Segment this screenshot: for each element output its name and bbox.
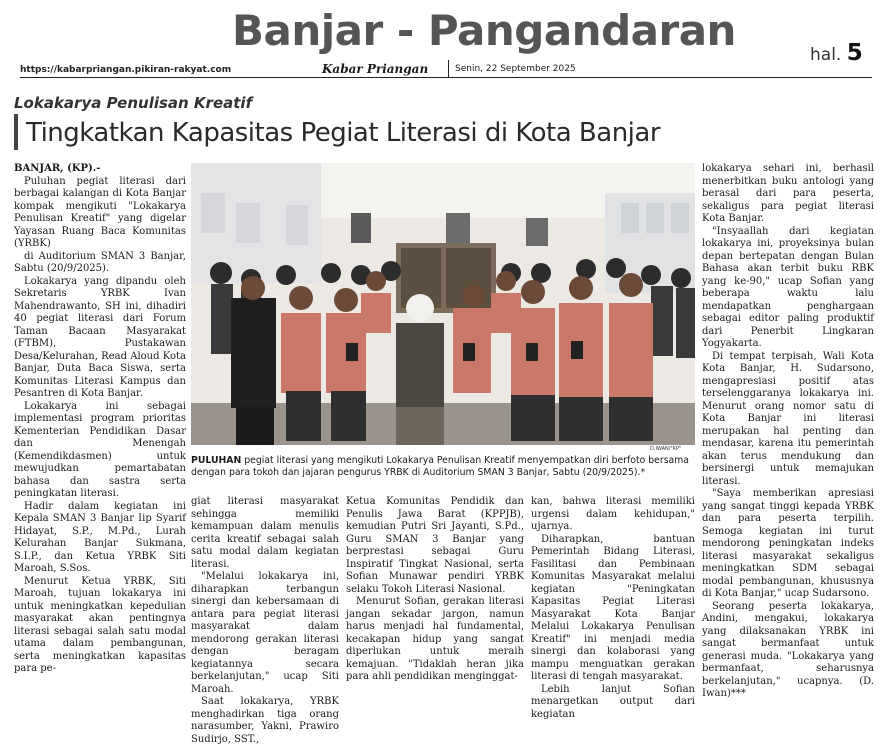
paragraph: di Auditorium SMAN 3 Banjar, Sabtu (20/9/2025). — [14, 250, 186, 274]
headline-bar — [14, 114, 18, 150]
paragraph: "Saya memberikan apresiasi yang sangat tinggi kepada YRBK dan para peserta terpilih. Semoga kegiatan ini turut mendorong peningkatan indeks literasi masyarakat sekaligus meningkatkan SDM sebagai modal pembangunan, khususnya di Kota Banjar," ucap Sudarsono. — [702, 488, 874, 599]
group-photo-image — [191, 163, 695, 445]
article-column-2 — [191, 496, 339, 745]
paragraph: Menurut Sofian, gerakan literasi jangan sekadar jargon, namun harus menjadi hal fundamental, kecakapan hidup yang sangat diperlukan untuk meraih kemajuan. "Tidaklah heran jika para ahli pendidikan menginggat- — [346, 596, 524, 682]
paragraph: Lebih lanjut Sofian menargetkan output dari kegiatan — [531, 683, 695, 720]
page-number-value: 5 — [846, 40, 863, 66]
article-column-1 — [14, 163, 186, 703]
website-url[interactable]: https://kabarpriangan.pikiran-rakyat.com — [20, 65, 232, 75]
caption-lead: PULUHAN — [191, 455, 242, 466]
paragraph: Saat lokakarya, YRBK menghadirkan tiga orang narasumber, Yakni, Prawiro Sudirjo, SST., — [191, 696, 339, 745]
paragraph: Lokakarya yang dipandu oleh Sekretaris YRBK Ivan Mahendrawanto, SH ini, dihadiri 40 pegiat literasi dari Forum Taman Bacaan Masyarakat (FTBM), Pustakawan Desa/Kelurahan, Read Aloud Kota Banjar, Duta Baca Siswa, serta Komunitas Literasi Kampus dan Pesantren di Kota Banjar. — [14, 275, 186, 399]
masthead-divider — [448, 60, 449, 77]
paragraph: lokakarya sehari ini, berhasil menerbitkan buku antologi yang berasal dari para peserta, sekaligus para pegiat literasi Kota Banjar. — [702, 163, 874, 224]
paragraph: "Insyaallah dari kegiatan lokakarya ini, proyeksinya bulan depan bertepatan dengan Bulan Bahasa akan terbit buku RBK yang ke-90," ucap Sofian yang beberapa waktu lalu mendapatkan penghargaan sebagai editor paling produktif dari Penerbit Lingkaran Yogyakarta. — [702, 225, 874, 349]
photo-caption — [191, 455, 695, 479]
paragraph: "Melalui lokakarya ini, diharapkan terbangun sinergi dan kebersamaan di antara para pegiat literasi masyarakat dalam mendorong gerakan literasi dengan beragam kegiatannya secara berkelanjutan," ucap Siti Maroah. — [191, 571, 339, 695]
paragraph: Hadir dalam kegiatan ini Kepala SMAN 3 Banjar Iip Syarif Hidayat, S.P., M.Pd., Lurah Kelurahan Banjar Sukmana, S.I.P., dan Ketua YRBK Siti Maroah, S.Sos. — [14, 500, 186, 574]
article-photo — [191, 163, 695, 445]
paragraph: Puluhan pegiat literasi dari berbagai kalangan di Kota Banjar kompak mengikuti "Lokakarya Penulisan Kreatif" yang digelar Yayasan Ruang Baca Komunitas (YRBK) — [14, 175, 186, 249]
masthead-title: Banjar - Pangandaran — [232, 6, 736, 55]
issue-date: Senin, 22 September 2025 — [455, 64, 576, 74]
article-column-3 — [346, 496, 524, 703]
dateline: BANJAR, (KP).- — [14, 163, 101, 174]
article-column-4 — [531, 496, 695, 720]
article-column-5 — [702, 163, 874, 703]
paragraph: Lokakarya ini sebagai implementasi program prioritas Kementerian Pendidikan Dasar dan Menengah (Kemendikdasmen) untuk mewujudkan pemartabatan bahasa dan sastra serta peningkatan literasi. — [14, 400, 186, 499]
paragraph: giat literasi masyarakat sehingga memiliki kemampuan dalam menulis cerita kreatif sebagai salah satu modal dalam kegiatan literasi. — [191, 496, 339, 570]
paragraph: Ketua Komunitas Pendidik dan Penulis Jawa Barat (KPPJB), kemudian Putri Sri Jayanti, S.Pd., Guru SMAN 3 Banjar yang berprestasi sebagai Guru Inspiratif Tingkat Nasional, serta Sofian Munawar pendiri YRBK selaku Tokoh Literasi Nasional. — [346, 496, 524, 595]
page-number — [810, 40, 863, 66]
page-label: hal. — [810, 45, 842, 65]
paragraph: Seorang peserta lokakarya, Andini, mengakui, lokakarya yang dilaksanakan YRBK ini sangat bermanfaat untuk generasi muda. "Lokakarya yang bermanfaat, seharusnya berkelanjutan," ucapnya. (D. Iwan)*** — [702, 600, 874, 699]
caption-text: pegiat literasi yang mengikuti Lokakarya Penulisan Kreatif menyempatkan diri berfoto bersama dengan para tokoh dan jajaran pengurus YRBK di Auditorium SMAN 3 Banjar, Sabtu (20/9/2025).* — [191, 455, 689, 478]
paragraph: Menurut Ketua YRBK, Siti Maroah, tujuan lokakarya ini untuk meningkatkan kepedulian masyarakat akan pentingnya literasi sebagai salah satu modal utama dalam pembangunan, serta meningkatkan kapasitas para pe- — [14, 575, 186, 674]
paragraph: kan, bahwa literasi memiliki urgensi dalam kehidupan," ujarnya. — [531, 496, 695, 532]
photo-credit: D.IWAN/"KP" — [650, 446, 682, 452]
article-headline: Tingkatkan Kapasitas Pegiat Literasi di Kota Banjar — [26, 118, 661, 148]
article-kicker: Lokakarya Penulisan Kreatif — [14, 94, 253, 112]
paragraph: Diharapkan, bantuan Pemerintah Bidang Literasi, Fasilitasi dan Pembinaan Komunitas Masyarakat melalui kegiatan "Peningkatan Kapasitas Pegiat Literasi Masyarakat Kota Banjar Melalui Lokakarya Penulisan Kreatif" ini menjadi media sinergi dan kolaborasi yang mampu menguatkan gerakan literasi di tengah masyarakat. — [531, 533, 695, 682]
masthead-rule — [20, 77, 872, 78]
paper-name: Kabar Priangan — [322, 62, 429, 76]
paragraph: Di tempat terpisah, Wali Kota Kota Banjar, H. Sudarsono, mengapresiasi positif atas terselenggaranya lokakarya ini. Menurut orang nomor satu di Kota Banjar ini literasi merupakan hal penting dan mendasar, karena itu pemerintah akan terus mendukung dan bersinergi untuk memajukan literasi. — [702, 350, 874, 487]
